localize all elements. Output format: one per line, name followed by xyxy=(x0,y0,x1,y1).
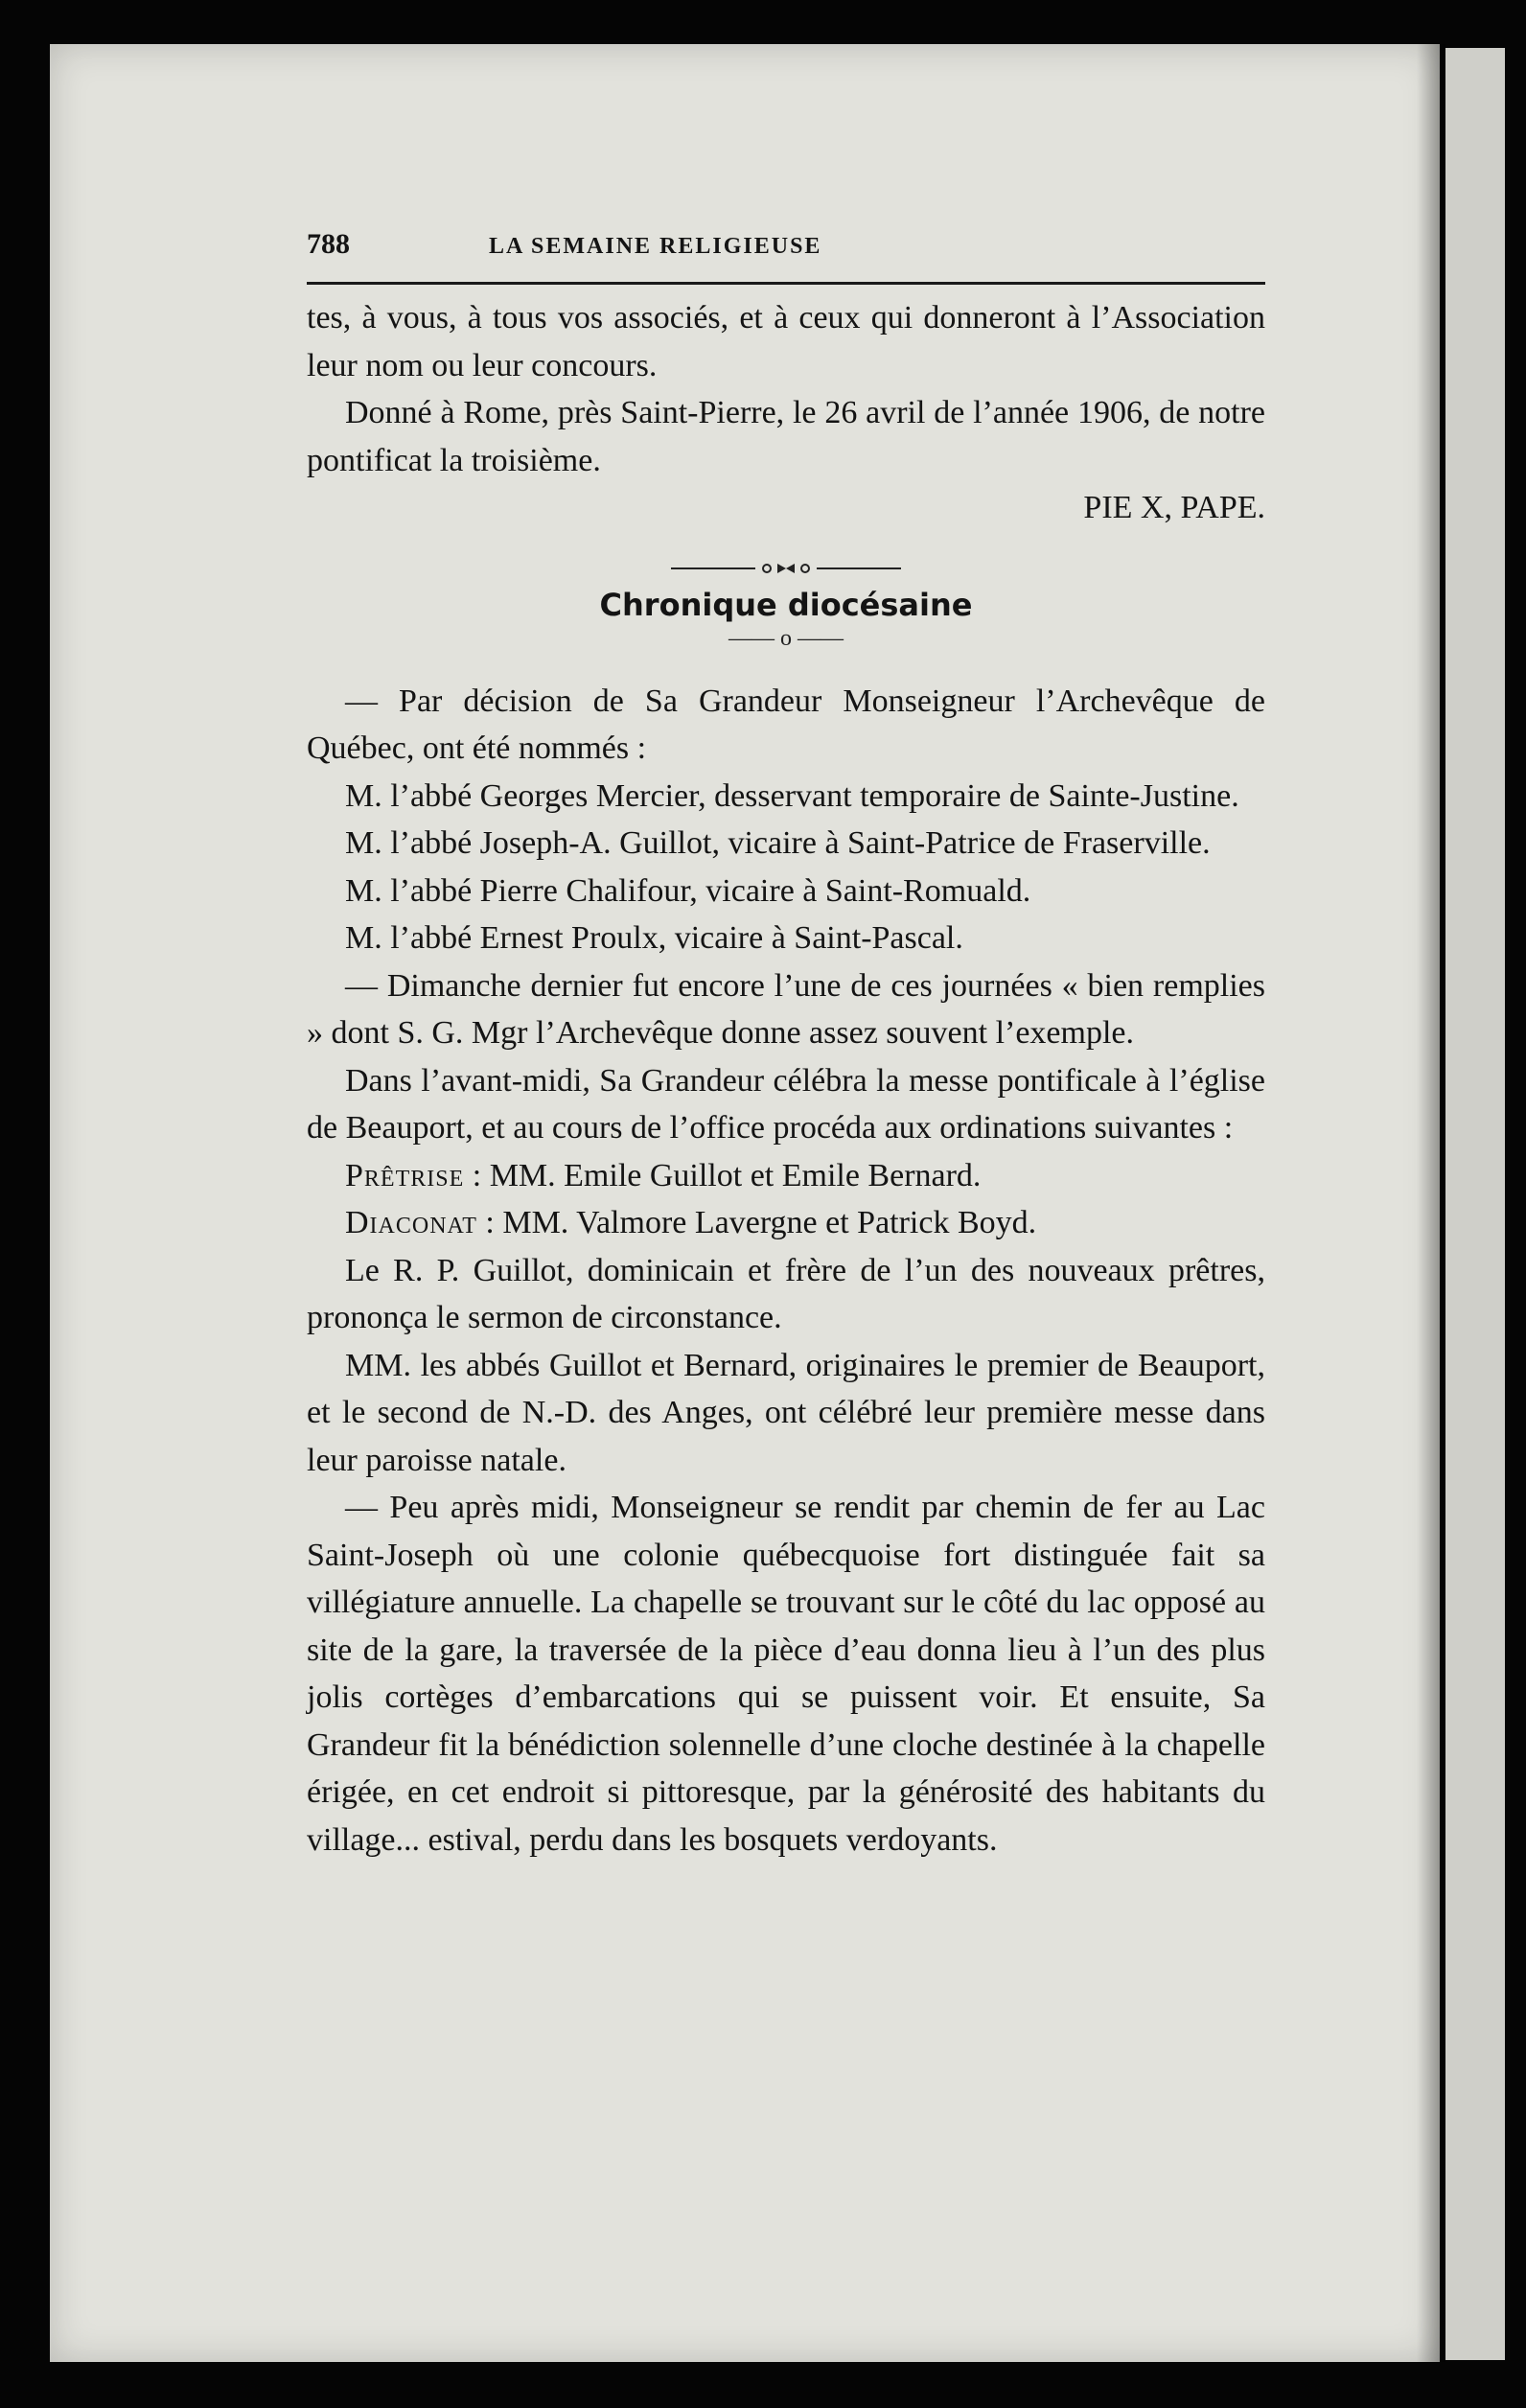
facing-page-edge xyxy=(1445,48,1505,2360)
text-column xyxy=(307,228,1265,1864)
chronique-paragraph: — Par décision de Sa Grandeur Monseigneur l’Archevêque de Québec, ont été nommés : xyxy=(307,683,1265,766)
ordination-line xyxy=(307,1199,1265,1247)
divider-line-right: —— xyxy=(798,625,844,651)
running-title: LA SEMAINE RELIGIEUSE xyxy=(489,234,822,259)
chronique-paragraph: Dans l’avant-midi, Sa Grandeur célébra la messe pontificale à l’église de Beauport, et au cours de l’office procéda aux ordinations suivantes : xyxy=(307,1062,1265,1146)
page-number: 788 xyxy=(307,228,350,260)
chronique-paragraph: M. l’abbé Georges Mercier, desservant temporaire de Sainte-Justine. xyxy=(345,777,1239,814)
ornament-rule-icon xyxy=(671,561,901,576)
heading-divider xyxy=(307,626,1265,651)
running-head xyxy=(307,228,1265,285)
ordination-label: Prêtrise xyxy=(345,1157,465,1193)
chronique-paragraph: — Dimanche dernier fut encore l’une de ces journées « bien remplies » dont S. G. Mgr l’Archevêque donne assez souvent l’exemple. xyxy=(307,967,1265,1051)
chronique-paragraph: MM. les abbés Guillot et Bernard, originaires le premier de Beauport, et le second de N.-D. des Anges, ont célébré leur première messe dans leur paroisse natale. xyxy=(307,1347,1265,1478)
section-heading: Chronique diocésaine xyxy=(599,586,973,623)
divider-mark: o xyxy=(780,625,792,651)
chronique-paragraph: — Peu après midi, Monseigneur se rendit par chemin de fer au Lac Saint-Joseph où une colonie québecquoise fort distinguée fait sa villégiature annuelle. La chapelle se trouvant sur le côté du lac opposé au site de la gare, la traversée de la pièce d’eau donna lieu à l’un des plus jolis cortèges d’embarcations qui se puissent voir. Et ensuite, Sa Grandeur fit la bénédiction solennelle d’une cloche destinée à la chapelle érigée, en cet endroit si pittoresque, par la générosité des habitants du village... estival, perdu dans les bosquets verdoyants. xyxy=(307,1490,1265,1858)
chronique-paragraph: M. l’abbé Pierre Chalifour, vicaire à Saint-Romuald. xyxy=(345,872,1031,909)
divider-line-left: —— xyxy=(728,625,775,651)
ordination-names: : MM. Emile Guillot et Emile Bernard. xyxy=(464,1157,982,1193)
ordination-names: : MM. Valmore Lavergne et Patrick Boyd. xyxy=(476,1205,1037,1240)
gutter-shadow xyxy=(1417,44,1445,2362)
ornament-divider xyxy=(307,561,1265,576)
signature: PIE X, PAPE. xyxy=(1083,490,1265,525)
chronique-paragraph: M. l’abbé Joseph-A. Guillot, vicaire à Saint-Patrice de Fraserville. xyxy=(345,825,1211,861)
ordination-label: Diaconat xyxy=(345,1205,477,1240)
ordination-line xyxy=(307,1152,1265,1200)
letter-paragraph: Donné à Rome, près Saint-Pierre, le 26 avril de l’année 1906, de notre pontificat la troisième. xyxy=(307,395,1265,478)
chronique-paragraph: M. l’abbé Ernest Proulx, vicaire à Saint-Pascal. xyxy=(345,920,963,956)
body-text xyxy=(307,294,1265,1864)
chronique-paragraph: Le R. P. Guillot, dominicain et frère de l’un des nouveaux prêtres, prononça le sermon de circonstance. xyxy=(307,1252,1265,1335)
letter-paragraph: tes, à vous, à tous vos associés, et à ceux qui donneront à l’Association leur nom ou leur concours. xyxy=(307,300,1265,383)
